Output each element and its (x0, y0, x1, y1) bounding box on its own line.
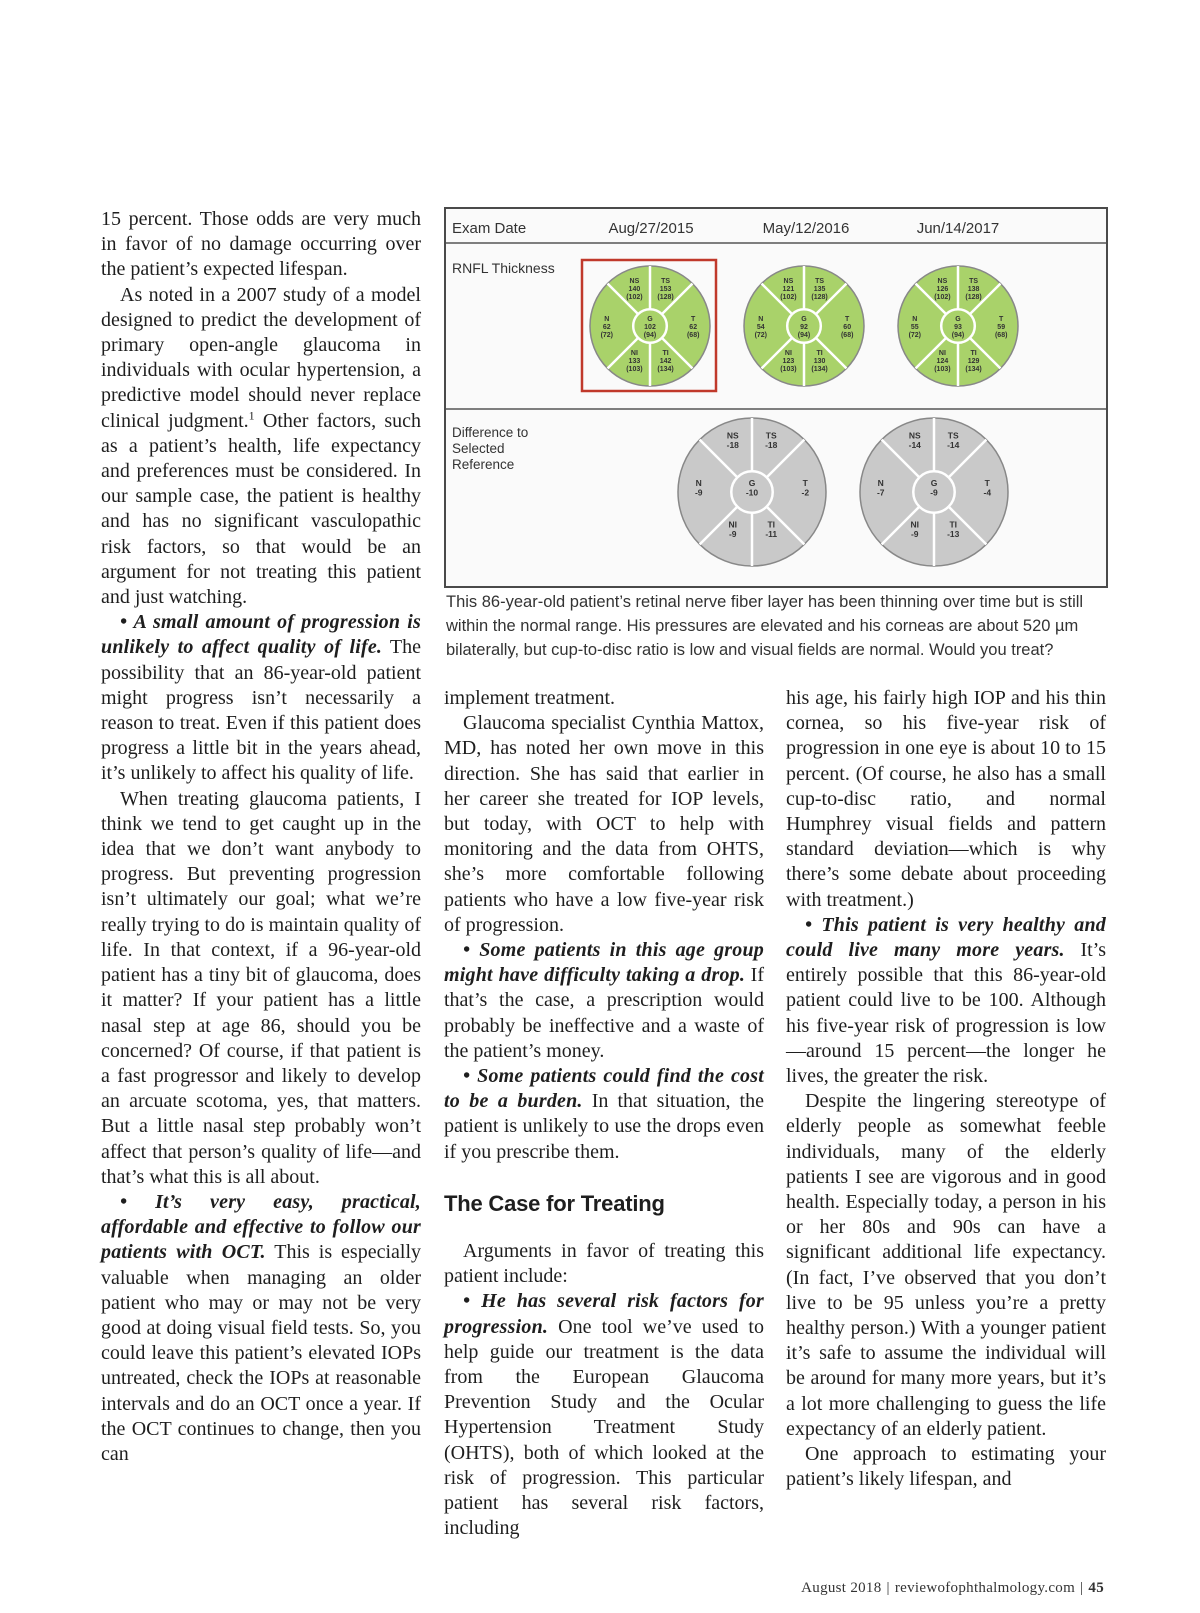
rnfl-exam-1-value-ts: 153 (659, 285, 672, 293)
rnfl-exam-2-label-g: G (801, 316, 807, 324)
rnfl-exam-1-value-n: 62 (602, 324, 611, 332)
difference-1-label-ns: NS (726, 430, 739, 441)
difference-1-label-n: N (695, 478, 702, 489)
rnfl-exam-3-value-ns: 126 (936, 285, 949, 293)
paragraph-text: As noted in a 2007 study of a model designed to predict the development of primary open-angle glaucoma in individuals with ocular hypertension, a predictive model should never replace clinical judgment. (101, 283, 421, 432)
bullet-point (786, 913, 1106, 1089)
bullet-text: In that situation, the patient is unlikely to use the drops even if you prescribe them. (444, 1090, 764, 1163)
rnfl-exam-1-label-g: G (647, 316, 653, 324)
rnfl-exam-1-label-ni: NI (630, 349, 638, 357)
rnfl-exam-2-normative-ni: (103) (780, 365, 797, 373)
rnfl-exam-1-normative-n: (72) (600, 332, 614, 340)
rnfl-exam-3-normative-ts: (128) (965, 293, 982, 301)
rnfl-exam-3-normative-ti: (134) (965, 365, 982, 373)
figure-caption: This 86-year-old patient’s retinal nerve fiber layer has been thinning over time but is still within the normal range. His pressures are elevated and his corneas are about 520 µm bilaterally, but cup-to-disc ratio is low and visual fields are normal. Would you treat? (446, 593, 1084, 659)
difference-1-value-ti: -11 (765, 529, 778, 540)
rnfl-exam-3-value-n: 55 (910, 324, 919, 332)
difference-2-value-g: -9 (930, 487, 938, 498)
rnfl-exam-1-value-g: 102 (644, 324, 656, 332)
section-heading: The Case for Treating (444, 1190, 665, 1216)
rnfl-exam-3-label-ts: TS (969, 277, 979, 285)
difference-2-label-ti: TI (949, 519, 958, 530)
difference-2-label-ni: NI (910, 519, 920, 530)
paragraph: implement treatment. (444, 687, 616, 709)
paragraph (101, 283, 421, 611)
difference-1-label-t: T (802, 478, 808, 489)
rnfl-exam-3-label-ni: NI (938, 349, 946, 357)
rnfl-exam-1-value-ti: 142 (659, 357, 672, 365)
page-number: 45 (1088, 1580, 1104, 1596)
rnfl-exam-3-label-g: G (955, 316, 961, 324)
difference-1-label-ti: TI (767, 519, 776, 530)
bullet-point (101, 610, 421, 786)
rnfl-exam-2-label-ns: NS (783, 277, 794, 285)
difference-2-label-t: T (984, 478, 990, 489)
difference-2-value-n: -7 (876, 487, 885, 498)
rnfl-exam-1-normative-ni: (103) (626, 365, 643, 373)
bullet-lead: • He has several risk factors for progression. (444, 1290, 764, 1338)
oct-rnfl-graphic (446, 209, 1106, 586)
disc-diagrams (590, 266, 1018, 566)
rnfl-exam-2-value-ts: 135 (813, 285, 826, 293)
exam-date-label: Exam Date (452, 220, 527, 237)
rnfl-exam-3-normative-g: (94) (951, 332, 965, 340)
bullet-lead: • Some patients could find the cost to be a burden. (444, 1065, 764, 1113)
difference-2-value-ts: -14 (947, 440, 960, 451)
difference-2-label-n: N (877, 478, 884, 489)
difference-1-value-ni: -9 (728, 529, 737, 540)
rnfl-exam-1-normative-ts: (128) (657, 293, 674, 301)
difference-2-value-ni: -9 (910, 529, 919, 540)
rnfl-exam-2-value-g: 92 (800, 324, 808, 332)
rnfl-exam-1-normative-ti: (134) (657, 365, 674, 373)
difference-1-value-ns: -18 (726, 440, 739, 451)
bullet-text: One tool we’ve used to help guide our treatment is the data from the European Glaucoma Prevention Study and the Ocular Hypertension Treatment Study (OHTS), both of which looked at the risk of progression. This particular patient has several risk factors, including (444, 1315, 764, 1540)
rnfl-exam-3-label-n: N (912, 316, 918, 324)
paragraph: Despite the lingering stereotype of elderly people as somewhat feeble individuals, many of the elderly patients I see are vigorous and in good health. Especially today, a person in his or her 80s and 90s can have a significant additional life expectancy. (In fact, I’ve observed that you don’t live to be 95 unless you’re a pretty healthy person.) With a younger patient it’s safe to assume the individual will be around for many more years, but it’s a lot more challenging to guess the life expectancy of an elderly patient. (786, 1090, 1106, 1440)
bullet-text: If that’s the case, a prescription would probably be ineffective and a waste of the patient’s money. (444, 964, 765, 1062)
website: reviewofophthalmology.com (894, 1580, 1076, 1596)
rnfl-exam-3-normative-ns: (102) (934, 293, 951, 301)
rnfl-exam-3-value-ts: 138 (967, 285, 980, 293)
difference-label-3: Reference (452, 457, 515, 472)
difference-1-label-ts: TS (765, 430, 777, 441)
rnfl-exam-1-label-ti: TI (662, 349, 669, 357)
rnfl-exam-2-normative-t: (68) (840, 332, 854, 340)
difference-2-value-t: -4 (983, 487, 992, 498)
bullet-lead: • It’s very easy, practical, affordable and effective to follow our patients with OCT. (101, 1190, 421, 1264)
rnfl-exam-3-normative-t: (68) (994, 332, 1008, 340)
exam-date-1: Aug/27/2015 (608, 220, 694, 237)
difference-2-label-g: G (930, 478, 938, 489)
footer-separator: | (886, 1580, 890, 1596)
bullet-text: This is especially valuable when managing an older patient who may or may not be very good at doing visual field tests. So, you could leave this patient’s elevated IOPs untreated, check the IOPs at reasonable intervals and do an OCT once a year. If the OCT continues to change, then you can (101, 1241, 422, 1465)
bullet-lead: • A small amount of progression is unlikely to affect quality of life. (101, 611, 421, 659)
rnfl-exam-1-value-ni: 133 (628, 357, 641, 365)
rnfl-exam-1-value-t: 62 (689, 324, 698, 332)
rnfl-exam-1-label-ts: TS (661, 277, 671, 285)
rnfl-exam-3-label-t: T (999, 316, 1004, 324)
rnfl-exam-2-label-ts: TS (815, 277, 825, 285)
rnfl-thickness-label: RNFL Thickness (452, 260, 555, 276)
bullet-text: It’s entirely possible that this 86-year-old patient could live to be 100. Although his five-year risk of progression is low—around 15 percent—the longer he lives, the greater the risk. (786, 939, 1106, 1088)
article-column-2 (444, 686, 764, 1542)
exam-date-2: May/12/2016 (762, 220, 850, 237)
paragraph: his age, his fairly high IOP and his thin cornea, so his five-year risk of progression in one eye is about 10 to 15 percent. (Of course, he also has a small cup-to-disc ratio, and normal Humphrey visual fields and pattern standard deviation—which is why there’s some debate about proceeding with treatment.) (786, 687, 1106, 911)
rnfl-exam-3-normative-n: (72) (908, 332, 922, 340)
difference-2-value-ti: -13 (947, 529, 960, 540)
rnfl-exam-3-value-t: 59 (997, 324, 1006, 332)
difference-2-value-ns: -14 (908, 440, 921, 451)
rnfl-exam-2-value-ns: 121 (782, 285, 795, 293)
paragraph: 15 percent. Those odds are very much in favor of no damage occurring over the patient’s expected lifespan. (101, 208, 421, 281)
rnfl-exam-2-value-n: 54 (756, 324, 765, 332)
rnfl-exam-2-value-ti: 130 (813, 357, 826, 365)
rnfl-exam-1-normative-ns: (102) (626, 293, 643, 301)
paragraph: Arguments in favor of treating this patient include: (444, 1240, 764, 1288)
oct-rnfl-figure (444, 207, 1108, 588)
bullet-point (444, 938, 764, 1064)
rnfl-exam-1-normative-g: (94) (643, 332, 657, 340)
difference-2-label-ts: TS (947, 430, 959, 441)
difference-2-label-ns: NS (908, 430, 921, 441)
paragraph: When treating glaucoma patients, I think we tend to get caught up in the idea that we don’t want anybody to progress. But preventing progression isn’t ultimately our goal; what we’re really trying to do is maintain quality of life. In that context, if a 96-year-old patient has a tiny bit of glaucoma, does it matter? If your patient has a little nasal step at age 86, should you be concerned? Of course, if that patient is a fast progressor and likely to develop an arcuate scotoma, yes, that matters. But a little nasal step probably won’t affect that person’s quality of life—and that’s what this is all about. (101, 787, 421, 1188)
rnfl-exam-2-normative-g: (94) (797, 332, 811, 340)
rnfl-exam-1-label-t: T (691, 316, 696, 324)
paragraph: One approach to estimating your patient’s likely lifespan, and (786, 1443, 1106, 1491)
rnfl-exam-2-normative-ts: (128) (811, 293, 828, 301)
bullet-point (101, 1190, 421, 1467)
article-column-3 (786, 686, 1106, 1493)
rnfl-exam-3-normative-ni: (103) (934, 365, 951, 373)
rnfl-exam-3-value-ni: 124 (936, 357, 949, 365)
difference-1-label-ni: NI (728, 519, 738, 530)
rnfl-exam-2-value-t: 60 (843, 324, 852, 332)
rnfl-exam-2-label-t: T (845, 316, 850, 324)
issue-date: August 2018 (801, 1580, 882, 1596)
difference-1-value-ts: -18 (765, 440, 778, 451)
rnfl-exam-2-normative-ns: (102) (780, 293, 797, 301)
bullet-lead: • This patient is very healthy and could live many more years. (786, 913, 1106, 962)
bullet-point (444, 1289, 764, 1541)
difference-label-2: Selected (452, 441, 505, 456)
rnfl-exam-2-label-ti: TI (816, 349, 823, 357)
rnfl-exam-1-value-ns: 140 (628, 285, 641, 293)
rnfl-exam-1-label-n: N (604, 316, 610, 324)
difference-1-value-t: -2 (801, 487, 810, 498)
difference-1-value-g: -10 (745, 487, 759, 498)
bullet-text: The possibility that an 86-year-old patient might progress isn’t necessarily a reason to treat. Even if this patient does progress a little bit in the years ahead, it’s unlikely to affect his quality of life. (101, 636, 422, 785)
rnfl-exam-2-normative-n: (72) (754, 332, 768, 340)
rnfl-exam-3-label-ti: TI (970, 349, 977, 357)
paragraph: Glaucoma specialist Cynthia Mattox, MD, has noted her own move in this direction. She has said that earlier in her career she treated for IOP levels, but today, with OCT to help with monitoring and the data from OHTS, she’s more comfortable following patients who have a low five-year risk of progression. (444, 712, 764, 936)
rnfl-exam-2-value-ni: 123 (782, 357, 795, 365)
rnfl-exam-2-label-ni: NI (784, 349, 792, 357)
paragraph-text: Other factors, such as a patient’s health, life expectancy and preferences must be considered. In our sample case, the patient is healthy and has no significant vasculopathic risk factors, so that would be an argument for not treating this patient and just watching. (101, 409, 421, 609)
rnfl-exam-1-normative-t: (68) (686, 332, 700, 340)
reference-superscript: 1 (248, 407, 255, 422)
rnfl-exam-3-value-ti: 129 (967, 357, 980, 365)
footer-separator: | (1080, 1580, 1084, 1596)
rnfl-exam-3-label-ns: NS (937, 277, 948, 285)
rnfl-exam-2-normative-ti: (134) (811, 365, 828, 373)
exam-date-3: Jun/14/2017 (916, 220, 1000, 237)
rnfl-exam-3-value-g: 93 (954, 324, 962, 332)
article-column-1 (101, 207, 421, 1467)
difference-label-1: Difference to (452, 425, 529, 440)
bullet-lead: • Some patients in this age group might have difficulty taking a drop. (444, 939, 764, 987)
difference-1-label-g: G (748, 478, 756, 489)
bullet-point (444, 1064, 764, 1165)
difference-1-value-n: -9 (694, 487, 703, 498)
rnfl-exam-1-label-ns: NS (629, 277, 640, 285)
rnfl-exam-2-label-n: N (758, 316, 764, 324)
page-footer (801, 1580, 1104, 1597)
